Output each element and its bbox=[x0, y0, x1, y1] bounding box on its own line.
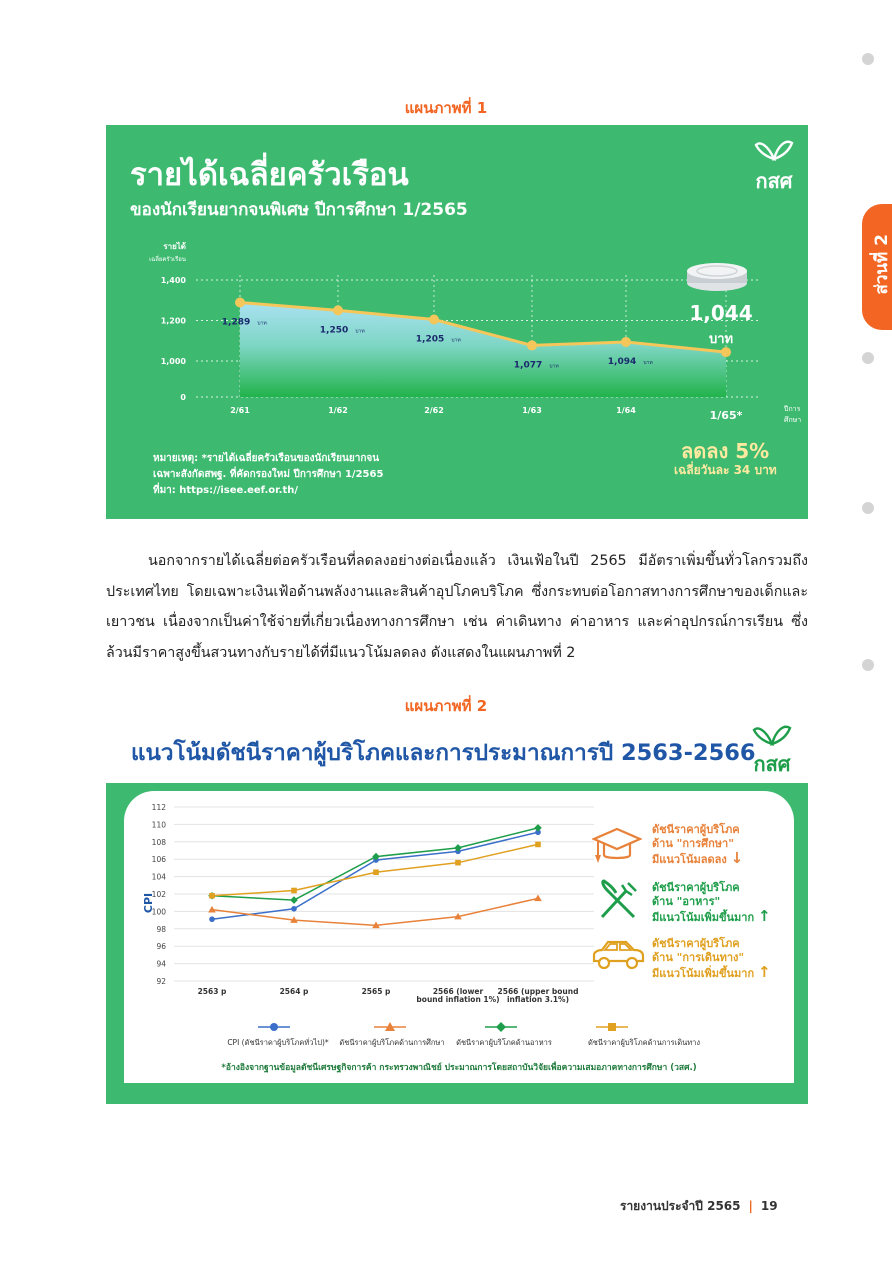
income-unit-label: บาท bbox=[643, 359, 653, 366]
chart1-xtick: 1/65* bbox=[709, 409, 743, 422]
cpi-xtick: 2563 p bbox=[197, 987, 227, 996]
cpi-series-line bbox=[212, 832, 538, 919]
cpi-ytick: 94 bbox=[156, 959, 166, 969]
travel-line3: มีแนวโน้มเพิ่มขึ้นมาก bbox=[652, 967, 755, 980]
arrow-down-icon: ↓ bbox=[730, 849, 744, 867]
figure2-card bbox=[124, 791, 794, 1083]
chart1-xlabel-1: ปีการ bbox=[784, 405, 801, 413]
figure2-title: แนวโน้มดัชนีราคาผู้บริโภคและการประมาณการปี 2563-2566 bbox=[131, 740, 756, 766]
education-line1: ดัชนีราคาผู้บริโภค bbox=[652, 823, 740, 836]
cpi-ytick: 110 bbox=[151, 820, 166, 830]
graduation-cap-icon bbox=[592, 825, 642, 865]
chart1-ylabel-1: รายได้ bbox=[163, 242, 186, 251]
chart1-xtick: 1/63 bbox=[522, 406, 542, 415]
cpi-point bbox=[534, 824, 542, 832]
arrow-up-icon: ↑ bbox=[757, 907, 771, 925]
chart1-xtick: 1/62 bbox=[328, 406, 348, 415]
eef-logo bbox=[749, 135, 799, 197]
cpi-ytick: 100 bbox=[151, 907, 166, 917]
income-value-label: 1,077 bbox=[513, 360, 543, 371]
cpi-ytick: 96 bbox=[156, 942, 166, 952]
chart1-xtick: 2/61 bbox=[230, 406, 250, 415]
income-value-label: 1,289 bbox=[221, 317, 251, 328]
page-dot bbox=[862, 502, 874, 514]
food-line1: ดัชนีราคาผู้บริโภค bbox=[652, 881, 740, 894]
legend-label: ดัชนีราคาผู้บริโภคด้านอาหาร bbox=[456, 1038, 552, 1047]
change-text: ลดลง 5% bbox=[681, 439, 770, 463]
chart1-ylabel-2: เฉลี่ยครัวเรือน bbox=[149, 256, 186, 263]
education-line3: มีแนวโน้มลดลง bbox=[652, 853, 727, 866]
income-point bbox=[621, 337, 631, 347]
cpi-point bbox=[209, 893, 215, 899]
daily-text: เฉลี่ยวันละ 34 บาท bbox=[674, 463, 777, 477]
cpi-point bbox=[608, 1023, 616, 1031]
cpi-point bbox=[291, 906, 297, 912]
cpi-ytick: 112 bbox=[151, 803, 166, 812]
cpi-series-line bbox=[212, 828, 538, 900]
cpi-xtick: 2564 p bbox=[279, 987, 309, 996]
income-unit-label: บาท bbox=[451, 337, 461, 344]
footer-separator: | bbox=[748, 1199, 753, 1213]
food-line2: ด้าน "อาหาร" bbox=[652, 895, 721, 908]
section-tab-label: ส่วนที่ 2 bbox=[872, 234, 892, 295]
cpi-point bbox=[209, 916, 215, 922]
cpi-xtick: 2566 (lower bbox=[432, 987, 484, 996]
income-value-label: 1,094 bbox=[607, 356, 637, 367]
income-unit-label: บาท bbox=[549, 363, 559, 370]
chart1-ytick: 1,000 bbox=[160, 357, 186, 366]
cpi-ytick: 102 bbox=[151, 890, 166, 899]
travel-line2: ด้าน "การเดินทาง" bbox=[652, 951, 745, 964]
page-dot bbox=[862, 659, 874, 671]
chart1-ytick: 1,400 bbox=[160, 276, 186, 285]
fork-knife-icon bbox=[596, 879, 640, 923]
income-unit-label: บาท bbox=[355, 328, 365, 335]
cpi-ytick: 104 bbox=[151, 872, 166, 882]
income-value-label: 1,205 bbox=[415, 334, 445, 345]
cpi-ytick: 108 bbox=[151, 837, 166, 847]
income-point bbox=[527, 340, 537, 350]
figure1-panel bbox=[106, 125, 808, 519]
cpi-ytick: 106 bbox=[151, 855, 166, 865]
car-icon bbox=[590, 937, 646, 971]
page-dot bbox=[862, 53, 874, 65]
cpi-ytick: 98 bbox=[156, 924, 166, 934]
cpi-ytick: 92 bbox=[156, 977, 166, 986]
body-paragraph: นอกจากรายได้เฉลี่ยต่อครัวเรือนที่ลดลงอย่างต่อเนื่องแล้ว เงินเฟ้อในปี 2565 มีอัตราเพิ่มขึ้นทั่วโลกรวมถึงประเทศไทย โดยเฉพาะเงินเฟ้อด้านพลังงานและสินค้าอุปโภคบริโภค ซึ่งกระทบต่อโอกาสทางการศึกษาของเด็กและเยาวชน เนื่องจากเป็นค่าใช้จ่ายที่เกี่ยวเนื่องทางการศึกษา เช่น ค่าเดินทาง ค่าอาหาร และค่าอุปกรณ์การเรียน ซึ่งล้วนมีราคาสูงขึ้นสวนทางกับรายได้ที่มีแนวโน้มลดลง ดังแสดงในแผนภาพที่ 2 bbox=[106, 553, 808, 661]
chart1-ytick: 0 bbox=[180, 393, 186, 402]
eef-logo-2 bbox=[747, 720, 797, 780]
cpi-point bbox=[534, 895, 542, 902]
income-point bbox=[235, 297, 245, 307]
income-value-label: 1,250 bbox=[319, 325, 349, 336]
chart1-xtick: 2/62 bbox=[424, 406, 444, 415]
figure1-subtitle: ของนักเรียนยากจนพิเศษ ปีการศึกษา 1/2565 bbox=[130, 200, 468, 220]
income-point bbox=[333, 305, 343, 315]
cpi-point bbox=[270, 1023, 278, 1031]
cpi-xtick: inflation 3.1%) bbox=[506, 995, 570, 1004]
food-line3: มีแนวโน้มเพิ่มขึ้นมาก bbox=[652, 911, 755, 924]
cpi-legend bbox=[124, 1021, 794, 1049]
figure1-label: แผนภาพที่ 1 bbox=[404, 99, 488, 117]
income-unit-label: บาท bbox=[257, 320, 267, 327]
cpi-point bbox=[291, 888, 297, 894]
cpi-point bbox=[496, 1022, 506, 1032]
food-line3-row bbox=[652, 909, 771, 925]
report-title: รายงานประจำปี 2565 bbox=[620, 1199, 741, 1213]
cpi-point bbox=[455, 860, 461, 866]
page-number: 19 bbox=[760, 1199, 778, 1213]
cpi-xtick: 2566 (upper bound bbox=[497, 987, 579, 996]
travel-label bbox=[652, 937, 771, 981]
section-tab[interactable] bbox=[862, 204, 892, 330]
cpi-ylabel: CPI bbox=[142, 892, 155, 914]
education-line3-row bbox=[652, 851, 743, 867]
cpi-point bbox=[535, 842, 541, 848]
figure1-note-2: เฉพาะสังกัดสพฐ. ที่คัดกรองใหม่ ปีการศึกษา 1/2565 bbox=[153, 469, 384, 480]
chart1-ytick: 1,200 bbox=[160, 316, 186, 326]
cpi-point bbox=[373, 869, 379, 875]
income-point bbox=[429, 314, 439, 324]
cpi-xtick: bound inflation 1%) bbox=[416, 995, 500, 1004]
page-dot bbox=[862, 352, 874, 364]
highlight-unit: บาท bbox=[708, 332, 734, 347]
logo-text: กสศ bbox=[755, 169, 793, 193]
travel-line1: ดัชนีราคาผู้บริโภค bbox=[652, 937, 740, 950]
cpi-point bbox=[290, 896, 298, 904]
logo-text-2: กสศ bbox=[753, 752, 791, 776]
highlight-value: 1,044 bbox=[689, 301, 753, 325]
body-text bbox=[106, 546, 808, 668]
food-label bbox=[652, 881, 771, 925]
income-area bbox=[240, 302, 726, 397]
chart1-xtick: 1/64 bbox=[616, 406, 636, 415]
legend-label: ดัชนีราคาผู้บริโภคด้านการเดินทาง bbox=[587, 1038, 701, 1047]
figure2-label: แผนภาพที่ 2 bbox=[404, 697, 488, 715]
page-footer bbox=[620, 1197, 778, 1216]
coin-stack-icon bbox=[684, 259, 750, 293]
education-label bbox=[652, 823, 743, 867]
education-line2: ด้าน "การศึกษา" bbox=[652, 837, 734, 850]
legend-label: CPI (ดัชนีราคาผู้บริโภคทั่วไป)* bbox=[227, 1038, 329, 1047]
legend-label: ดัชนีราคาผู้บริโภคด้านการศึกษา bbox=[339, 1038, 445, 1047]
cpi-xtick: 2565 p bbox=[361, 987, 391, 996]
figure2-panel bbox=[106, 783, 808, 1104]
arrow-up-icon: ↑ bbox=[757, 963, 771, 981]
figure1-note-3: ที่มา: https://isee.eef.or.th/ bbox=[153, 485, 299, 496]
cpi-point bbox=[208, 906, 216, 913]
figure2-note: *อ้างอิงจากฐานข้อมูลดัชนีเศรษฐกิจการค้า กระทรวงพาณิชย์ ประมาณการโดยสถาบันวิจัยเพื่อความเสมอภาคทางการศึกษา (วสศ.) bbox=[221, 1063, 697, 1073]
cpi-chart bbox=[124, 791, 602, 1016]
figure1-note-1: หมายเหตุ: *รายได้เฉลี่ยครัวเรือนของนักเรียนยากจน bbox=[153, 453, 380, 464]
figure1-title: รายได้เฉลี่ยครัวเรือน bbox=[130, 157, 409, 193]
sprout-icon bbox=[752, 720, 792, 746]
travel-line3-row bbox=[652, 965, 771, 981]
sprout-icon bbox=[754, 135, 794, 161]
chart1-xlabel-2: ศึกษา bbox=[784, 416, 802, 424]
